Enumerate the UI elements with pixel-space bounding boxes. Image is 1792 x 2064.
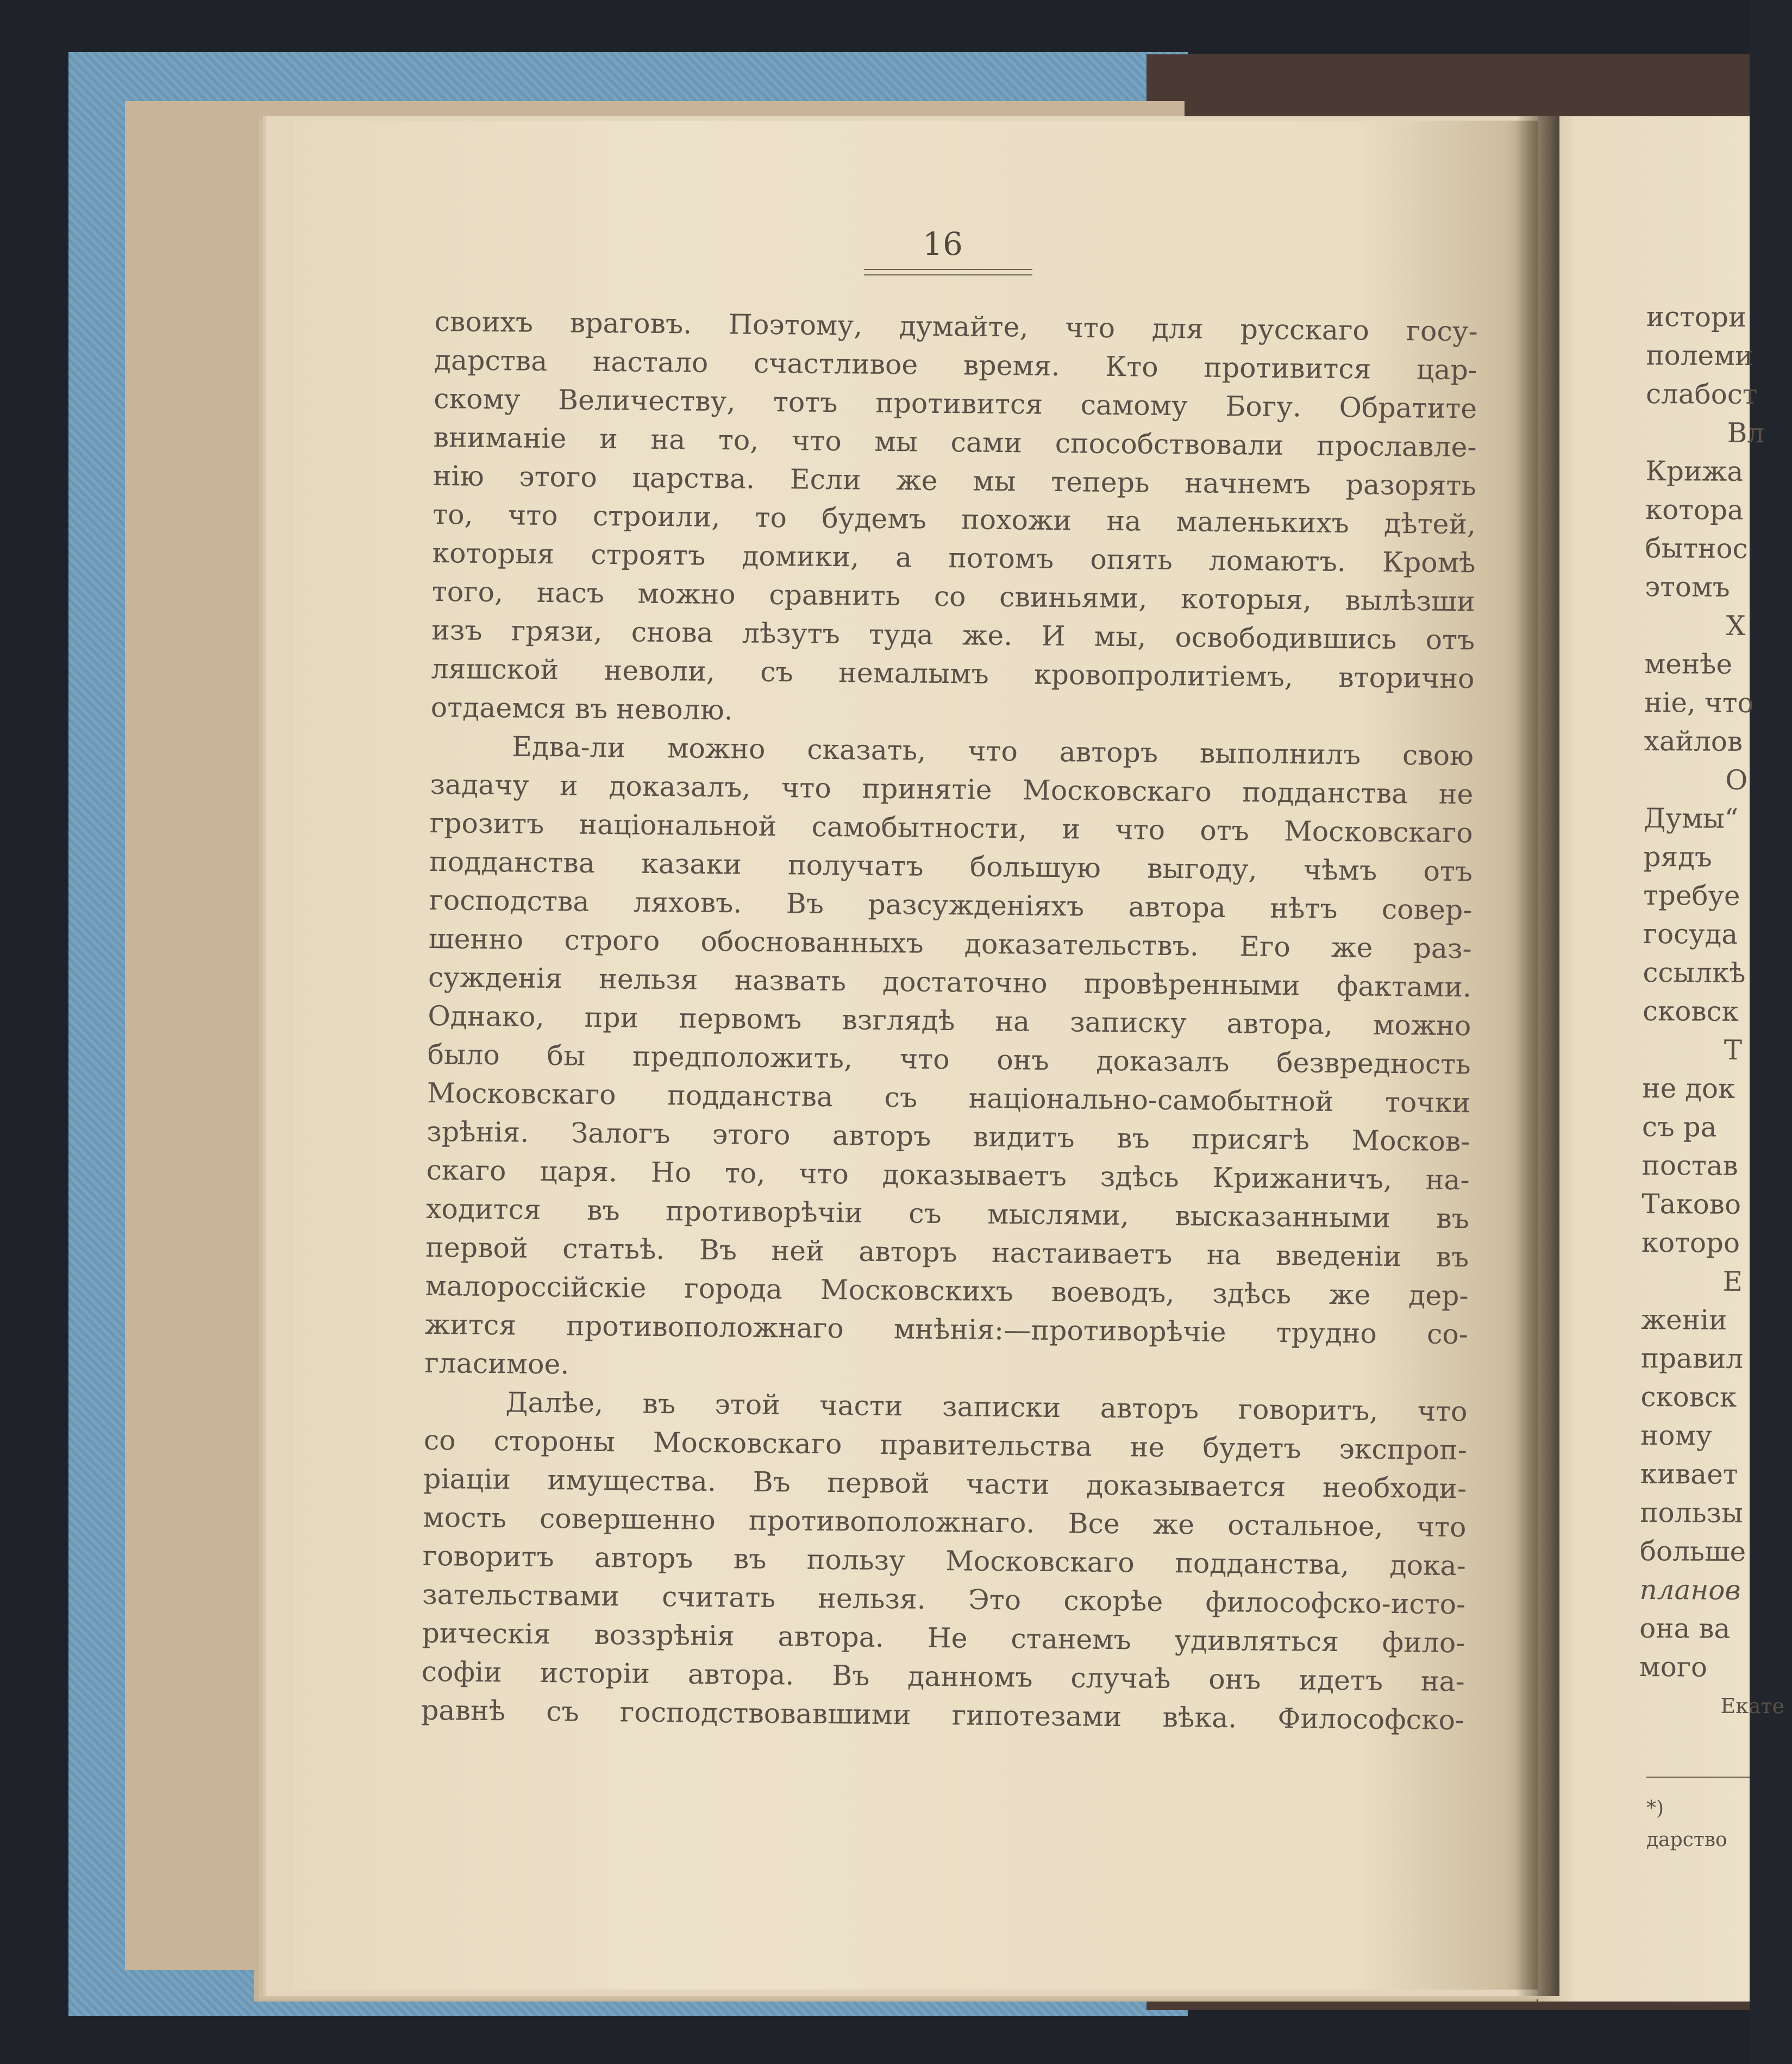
text-line: ніе, что xyxy=(1644,686,1754,719)
text-line: того, насъ можно сравнить со свиньями, которыя, вылѣзши xyxy=(431,575,1476,618)
text-line: Однако, при первомъ взглядѣ на записку автора, можно xyxy=(428,999,1471,1042)
text-line: задачу и доказалъ, что принятіе Московскаго подданства не xyxy=(430,768,1474,811)
footnote-rule xyxy=(1646,1777,1750,1778)
text-line: говоритъ авторъ въ пользу Московскаго подданства, дока- xyxy=(422,1539,1467,1582)
right-page-footnote xyxy=(1646,1793,1755,1856)
text-line: не док xyxy=(1642,1072,1735,1105)
text-line: сковск xyxy=(1640,1381,1737,1413)
text-line: грозитъ національной самобытности, и что отъ Московскаго xyxy=(429,806,1473,849)
text-line: зрѣнія. Залогъ этого авторъ видитъ въ присягѣ Москов- xyxy=(427,1115,1470,1158)
text-line: зательствами считать нельзя. Это скорѣе философско-исто- xyxy=(422,1578,1466,1621)
text-line: равнѣ съ господствовавшими гипотезами вѣка. Философско- xyxy=(421,1693,1465,1736)
text-line: планов xyxy=(1639,1573,1741,1606)
text-line: скаго царя. Но то, что доказываетъ здѣсь Крижаничъ, на- xyxy=(426,1153,1470,1196)
text-line: рическія воззрѣнія автора. Не станемъ удивляться фило- xyxy=(422,1616,1465,1659)
text-line: вниманіе и на то, что мы сами способствовали прославле- xyxy=(433,421,1477,463)
text-line: истори xyxy=(1646,300,1747,333)
text-line: было бы предположить, что онъ доказалъ безвредность xyxy=(427,1038,1471,1081)
text-line: со стороны Московскаго правительства не будетъ экспроп- xyxy=(423,1423,1468,1466)
right-page-text xyxy=(1639,298,1785,1726)
text-line: изъ грязи, снова лѣзутъ туда же. И мы, освободившись отъ xyxy=(431,613,1475,656)
text-line: правил xyxy=(1640,1342,1744,1375)
text-line: менѣе xyxy=(1644,648,1733,680)
text-line: гласимое. xyxy=(424,1346,569,1381)
text-line: мого xyxy=(1639,1651,1708,1683)
text-line: нію этого царства. Если же мы теперь начнемъ разорять xyxy=(433,459,1477,502)
text-line: своихъ враговъ. Поэтому, думайте, что для русскаго госу- xyxy=(434,305,1478,348)
text-line: больше xyxy=(1639,1535,1746,1567)
text-line: котора xyxy=(1645,493,1744,526)
text-line: которо xyxy=(1641,1226,1740,1259)
text-line: требуе xyxy=(1643,879,1740,912)
text-line: Т xyxy=(1724,1034,1743,1066)
footnote-line: дарство xyxy=(1646,1829,1727,1851)
text-line: ному xyxy=(1640,1419,1712,1452)
text-line: ходится въ противорѣчіи съ мыслями, высказанными въ xyxy=(425,1192,1470,1235)
text-line: О xyxy=(1725,764,1748,796)
text-line: мость совершенно противоположнаго. Все же остальное, что xyxy=(423,1501,1467,1544)
text-line: пользы xyxy=(1640,1496,1743,1529)
text-line: Далѣе, въ этой части записки авторъ говоритъ, что xyxy=(505,1386,1468,1428)
text-line: съ ра xyxy=(1641,1111,1717,1143)
text-line: Е xyxy=(1722,1265,1743,1297)
text-line: госуда xyxy=(1643,918,1738,950)
text-line: то, что строили, то будемъ похожи на маленькихъ дѣтей, xyxy=(432,498,1476,541)
text-line: Едва-ли можно сказать, что авторъ выполнилъ свою xyxy=(511,730,1474,772)
text-line: ссылкѣ xyxy=(1643,956,1746,989)
text-line: Вл xyxy=(1727,417,1765,449)
text-line: кивает xyxy=(1640,1458,1738,1490)
text-line: ляшской неволи, съ немалымъ кровопролитіемъ, вторично xyxy=(431,652,1475,695)
page-number-rule xyxy=(864,269,1032,275)
text-line: Екате xyxy=(1720,1693,1785,1718)
text-line: рядъ xyxy=(1643,840,1712,873)
page-number: 16 xyxy=(923,225,963,262)
text-line: Х xyxy=(1726,610,1746,642)
left-page-text xyxy=(421,302,1478,1739)
text-line: скому Величеству, тотъ противится самому Богу. Обратите xyxy=(434,382,1477,425)
footnote-line: *) xyxy=(1646,1797,1664,1820)
text-line: первой статьѣ. Въ ней авторъ настаиваетъ на введеніи въ xyxy=(425,1231,1469,1273)
text-line: Крижа xyxy=(1645,455,1744,487)
gutter-shadow xyxy=(1516,116,1559,1996)
text-line: ріаціи имущества. Въ первой части доказывается необходи- xyxy=(423,1462,1467,1505)
text-line: софіи исторіи автора. Въ данномъ случаѣ онъ идетъ на- xyxy=(421,1655,1465,1698)
text-line: этомъ xyxy=(1645,570,1730,603)
text-line: шенно строго обоснованныхъ доказательствъ. Его же раз- xyxy=(428,922,1472,965)
text-line: женіи xyxy=(1640,1303,1727,1336)
text-line: отдаемся въ неволю. xyxy=(430,691,734,726)
text-line: жится противоположнаго мнѣнія:—противорѣчіе трудно со- xyxy=(424,1308,1469,1351)
text-line: она ва xyxy=(1639,1612,1731,1645)
text-line: Думы“ xyxy=(1643,802,1739,835)
text-line: сковск xyxy=(1642,995,1739,1027)
text-line: сужденія нельзя назвать достаточно провѣренными фактами. xyxy=(428,961,1472,1003)
text-line: Московскаго подданства съ національно-самобытной точки xyxy=(427,1076,1471,1119)
text-line: подданства казаки получатъ большую выгоду, чѣмъ отъ xyxy=(429,845,1473,888)
text-line: господства ляховъ. Въ разсужденіяхъ автора нѣтъ совер- xyxy=(429,883,1473,926)
text-line: хайлов xyxy=(1644,725,1743,757)
text-line: Таково xyxy=(1641,1188,1741,1220)
text-line: слабост xyxy=(1645,378,1758,411)
text-line: бытнос xyxy=(1645,532,1748,564)
text-line: которыя строятъ домики, а потомъ опять ломаютъ. Кромѣ xyxy=(432,536,1476,579)
text-line: полеми xyxy=(1646,339,1753,372)
text-line: постав xyxy=(1641,1149,1738,1182)
text-line: малороссійскіе города Московскихъ воеводъ, здѣсь же дер- xyxy=(425,1269,1469,1312)
text-line: дарства настало счастливое время. Кто противится цар- xyxy=(434,343,1478,386)
